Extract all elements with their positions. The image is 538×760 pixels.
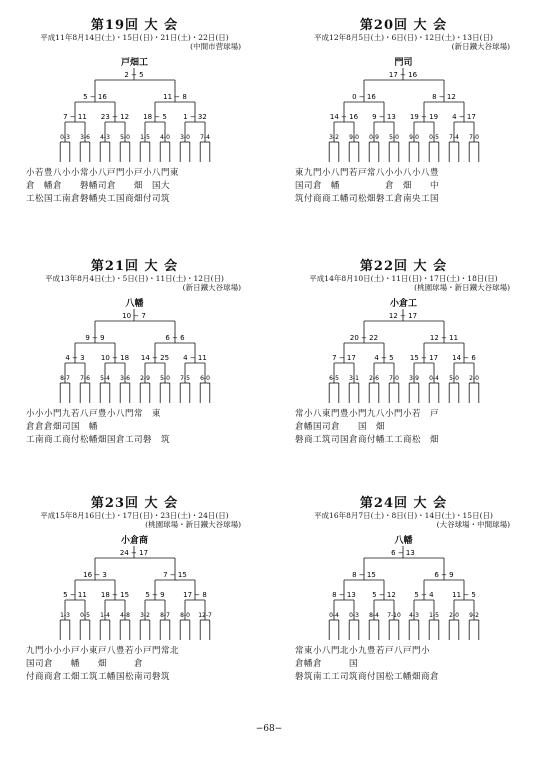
final-score: 2 − 5	[124, 71, 144, 79]
school-names-row: 常東小八門北小九豊若戸八戸門小	[295, 646, 431, 656]
first-round-score: 1-5	[429, 612, 439, 619]
quarterfinal-score: 4 − 3	[65, 354, 85, 362]
school-names-row: 工松国工南倉磐幡央工国商畑付司筑	[26, 194, 171, 204]
final-score: 10 − 7	[122, 312, 146, 320]
first-round-score: 7-4	[449, 134, 459, 141]
quarterfinal-score: 14 − 6	[452, 354, 476, 362]
first-round-score: 9-2	[469, 612, 479, 619]
tournament-title: 第21回 大 会	[90, 259, 179, 274]
quarterfinal-score: 14 − 25	[140, 354, 170, 362]
semifinal-score: 8 − 12	[432, 93, 456, 101]
semifinal-score: 11 − 8	[163, 93, 187, 101]
quarterfinal-score: 4 − 11	[183, 354, 207, 362]
bracket	[269, 66, 538, 162]
tournament-1	[0, 14, 269, 246]
school-names-row: 倉 幡倉 磐幡司倉 畑 国大	[26, 181, 171, 191]
school-names-row: 東九門小八門若戸常八小小八小八豊	[295, 168, 440, 178]
first-round-score: 12-7	[198, 612, 212, 619]
champion-name: 八幡	[394, 536, 413, 546]
quarterfinal-score: 23 − 12	[100, 113, 130, 121]
first-round-score: 2-6	[369, 375, 379, 382]
first-round-score: 3-6	[80, 134, 90, 141]
quarterfinal-score: 5 − 11	[63, 591, 87, 599]
tournament-title: 第22回 大 会	[359, 259, 448, 274]
first-round-score: 3-2	[329, 134, 339, 141]
first-round-score: 7-0	[469, 134, 479, 141]
bracket	[0, 66, 269, 162]
quarterfinal-score: 1 − 32	[183, 113, 207, 121]
school-names-row: 小若豊八小小常小八戸門小戸小八門東	[26, 168, 180, 178]
tournament-3	[0, 255, 269, 487]
bracket	[269, 544, 538, 640]
tournament-dates: 平成11年8月14日(土)・15日(日)・21日(土)・22日(日)	[40, 33, 229, 42]
semifinal-score: 9 − 9	[85, 334, 105, 342]
school-names-row: 倉倉倉畑司国 幡	[26, 422, 135, 432]
first-round-score: 6-0	[200, 375, 210, 382]
first-round-score: 4-3	[100, 134, 110, 141]
first-round-score: 0-5	[80, 612, 90, 619]
semifinal-score: 16 − 3	[83, 571, 107, 579]
quarterfinal-score: 11 − 5	[452, 591, 476, 599]
first-round-score: 2-0	[449, 612, 459, 619]
first-round-score: 3-1	[349, 375, 359, 382]
semifinal-score: 8 − 15	[352, 571, 376, 579]
tournament-venue: (新日鐵大谷球場)	[451, 42, 510, 51]
quarterfinal-score: 7 − 11	[63, 113, 87, 121]
first-round-score: 7-4	[200, 134, 210, 141]
quarterfinal-score: 18 − 5	[143, 113, 167, 121]
quarterfinal-score: 7 − 17	[332, 354, 356, 362]
tournament-venue: (桃園球場・新日鐵大谷球場)	[145, 520, 241, 529]
first-round-score: 7-6	[80, 375, 90, 382]
tournament-title: 第19回 大 会	[90, 18, 179, 33]
first-round-score: 6-5	[329, 375, 339, 382]
tournament-6	[269, 492, 538, 724]
first-round-score: 5-0	[389, 134, 399, 141]
tournament-venue: (新日鐵大谷球場)	[182, 283, 241, 292]
school-names-row: 倉幡国司倉 国 畑	[295, 422, 386, 432]
semifinal-score: 6 − 6	[165, 334, 185, 342]
quarterfinal-score: 17 − 8	[183, 591, 207, 599]
first-round-score: 2-0	[469, 375, 479, 382]
first-round-score: 9-0	[409, 134, 419, 141]
tournament-dates: 平成12年8月5日(土)・6日(日)・12日(土)・13日(日)	[314, 33, 493, 42]
first-round-score: 8-4	[369, 612, 379, 619]
first-round-score: 4-0	[160, 134, 170, 141]
school-names-row: 小小小門九若八戸豊小八門常 東	[26, 409, 162, 419]
first-round-score: 4-8	[120, 612, 130, 619]
tournament-title: 第24回 大 会	[359, 496, 448, 511]
tournament-title: 第23回 大 会	[90, 496, 179, 511]
final-score: 24 − 17	[119, 549, 149, 557]
first-round-score: 7-0	[389, 375, 399, 382]
first-round-score: 0-4	[429, 375, 439, 382]
tournament-2	[269, 14, 538, 246]
first-round-score: 0-3	[349, 612, 359, 619]
first-round-score: 2-9	[140, 375, 150, 382]
tournament-dates: 平成16年8月7日(土)・8日(日)・14日(土)・15日(日)	[314, 511, 493, 520]
champion-name: 八幡	[125, 299, 144, 309]
first-round-score: 5-0	[160, 375, 170, 382]
tournament-5	[0, 492, 269, 724]
first-round-score: 8-7	[60, 375, 70, 382]
first-round-score: 0-5	[429, 134, 439, 141]
first-round-score: 8-7	[160, 612, 170, 619]
quarterfinal-score: 5 − 9	[145, 591, 165, 599]
final-score: 6 − 13	[391, 549, 415, 557]
school-names-row: 常小八東門豊小門九八小門小若 戸	[295, 409, 440, 419]
tournament-venue: (大谷球場・中間球場)	[436, 520, 510, 529]
first-round-score: 9-0	[349, 134, 359, 141]
quarterfinal-score: 4 − 5	[374, 354, 394, 362]
quarterfinal-score: 18 − 15	[100, 591, 130, 599]
tournament-dates: 平成15年8月16日(土)・17日(日)・23日(土)・24日(日)	[40, 511, 229, 520]
final-score: 17 − 16	[388, 71, 418, 79]
first-round-score: 8-0	[180, 612, 190, 619]
school-names-row: 磐商工筑司国倉商付幡工工商松 畑	[295, 435, 440, 445]
quarterfinal-score: 5 − 4	[414, 591, 434, 599]
bracket	[0, 307, 269, 403]
first-round-score: 5-4	[100, 375, 110, 382]
school-names-row: 筑付商商工幡司松畑磐工倉南央工国	[295, 194, 440, 204]
school-names-row: 磐筑南工工司筑商付国松工幡畑商倉	[295, 672, 440, 682]
semifinal-score: 5 − 16	[83, 93, 107, 101]
first-round-score: 1-5	[140, 134, 150, 141]
first-round-score: 3-9	[409, 375, 419, 382]
champion-name: 門司	[394, 58, 413, 68]
school-names-row: 九門小小小戸小東戸八豊若小戸門常北	[26, 646, 180, 656]
tournament-4	[269, 255, 538, 487]
semifinal-score: 7 − 15	[163, 571, 187, 579]
school-names-row: 付商商倉工畑工筑工幡国松南司磐筑	[26, 672, 171, 682]
first-round-score: 3-6	[120, 375, 130, 382]
first-round-score: 3-2	[140, 612, 150, 619]
champion-name: 小倉工	[389, 299, 417, 309]
quarterfinal-score: 19 − 19	[409, 113, 439, 121]
first-round-score: 4-3	[409, 612, 419, 619]
champion-name: 戸畑工	[120, 58, 148, 68]
first-round-score: 3-0	[180, 134, 190, 141]
final-score: 12 − 17	[388, 312, 418, 320]
school-names-row: 倉幡倉 国	[295, 659, 359, 669]
champion-name: 小倉商	[120, 536, 148, 546]
semifinal-score: 20 − 22	[349, 334, 379, 342]
tournament-venue: (桃園球場・新日鐵大谷球場)	[414, 283, 510, 292]
quarterfinal-score: 14 − 16	[329, 113, 359, 121]
tournament-dates: 平成13年8月4日(土)・5日(日)・11日(土)・12日(日)	[45, 274, 224, 283]
school-names-row: 国司倉 幡 畑 倉	[26, 659, 153, 669]
page-number: −68−	[255, 724, 283, 734]
tournament-title: 第20回 大 会	[359, 18, 448, 33]
first-round-score: 7-5	[180, 375, 190, 382]
tournament-dates: 平成14年8月10日(土)・11日(日)・17日(土)・18日(日)	[309, 274, 498, 283]
quarterfinal-score: 4 − 17	[452, 113, 476, 121]
school-names-row: 工南商工商付松幡畑国倉工司磐 筑	[26, 435, 171, 445]
bracket	[0, 544, 269, 640]
first-round-score: 7-10	[387, 612, 401, 619]
tournament-venue: (中間市营球場)	[190, 42, 241, 51]
quarterfinal-score: 9 − 13	[372, 113, 396, 121]
semifinal-score: 0 − 16	[352, 93, 376, 101]
first-round-score: 0-4	[329, 612, 339, 619]
school-names-row: 国司倉 幡 倉 畑 中	[295, 181, 440, 191]
semifinal-score: 12 − 11	[429, 334, 459, 342]
first-round-score: 5-0	[449, 375, 459, 382]
quarterfinal-score: 15 − 17	[409, 354, 439, 362]
first-round-score: 1-3	[60, 612, 70, 619]
bracket	[269, 307, 538, 403]
first-round-score: 5-0	[120, 134, 130, 141]
first-round-score: 1-4	[100, 612, 110, 619]
first-round-score: 0-3	[60, 134, 70, 141]
quarterfinal-score: 10 − 18	[100, 354, 130, 362]
first-round-score: 0-9	[369, 134, 379, 141]
quarterfinal-score: 5 − 12	[372, 591, 396, 599]
quarterfinal-score: 8 − 13	[332, 591, 356, 599]
semifinal-score: 6 − 9	[434, 571, 454, 579]
